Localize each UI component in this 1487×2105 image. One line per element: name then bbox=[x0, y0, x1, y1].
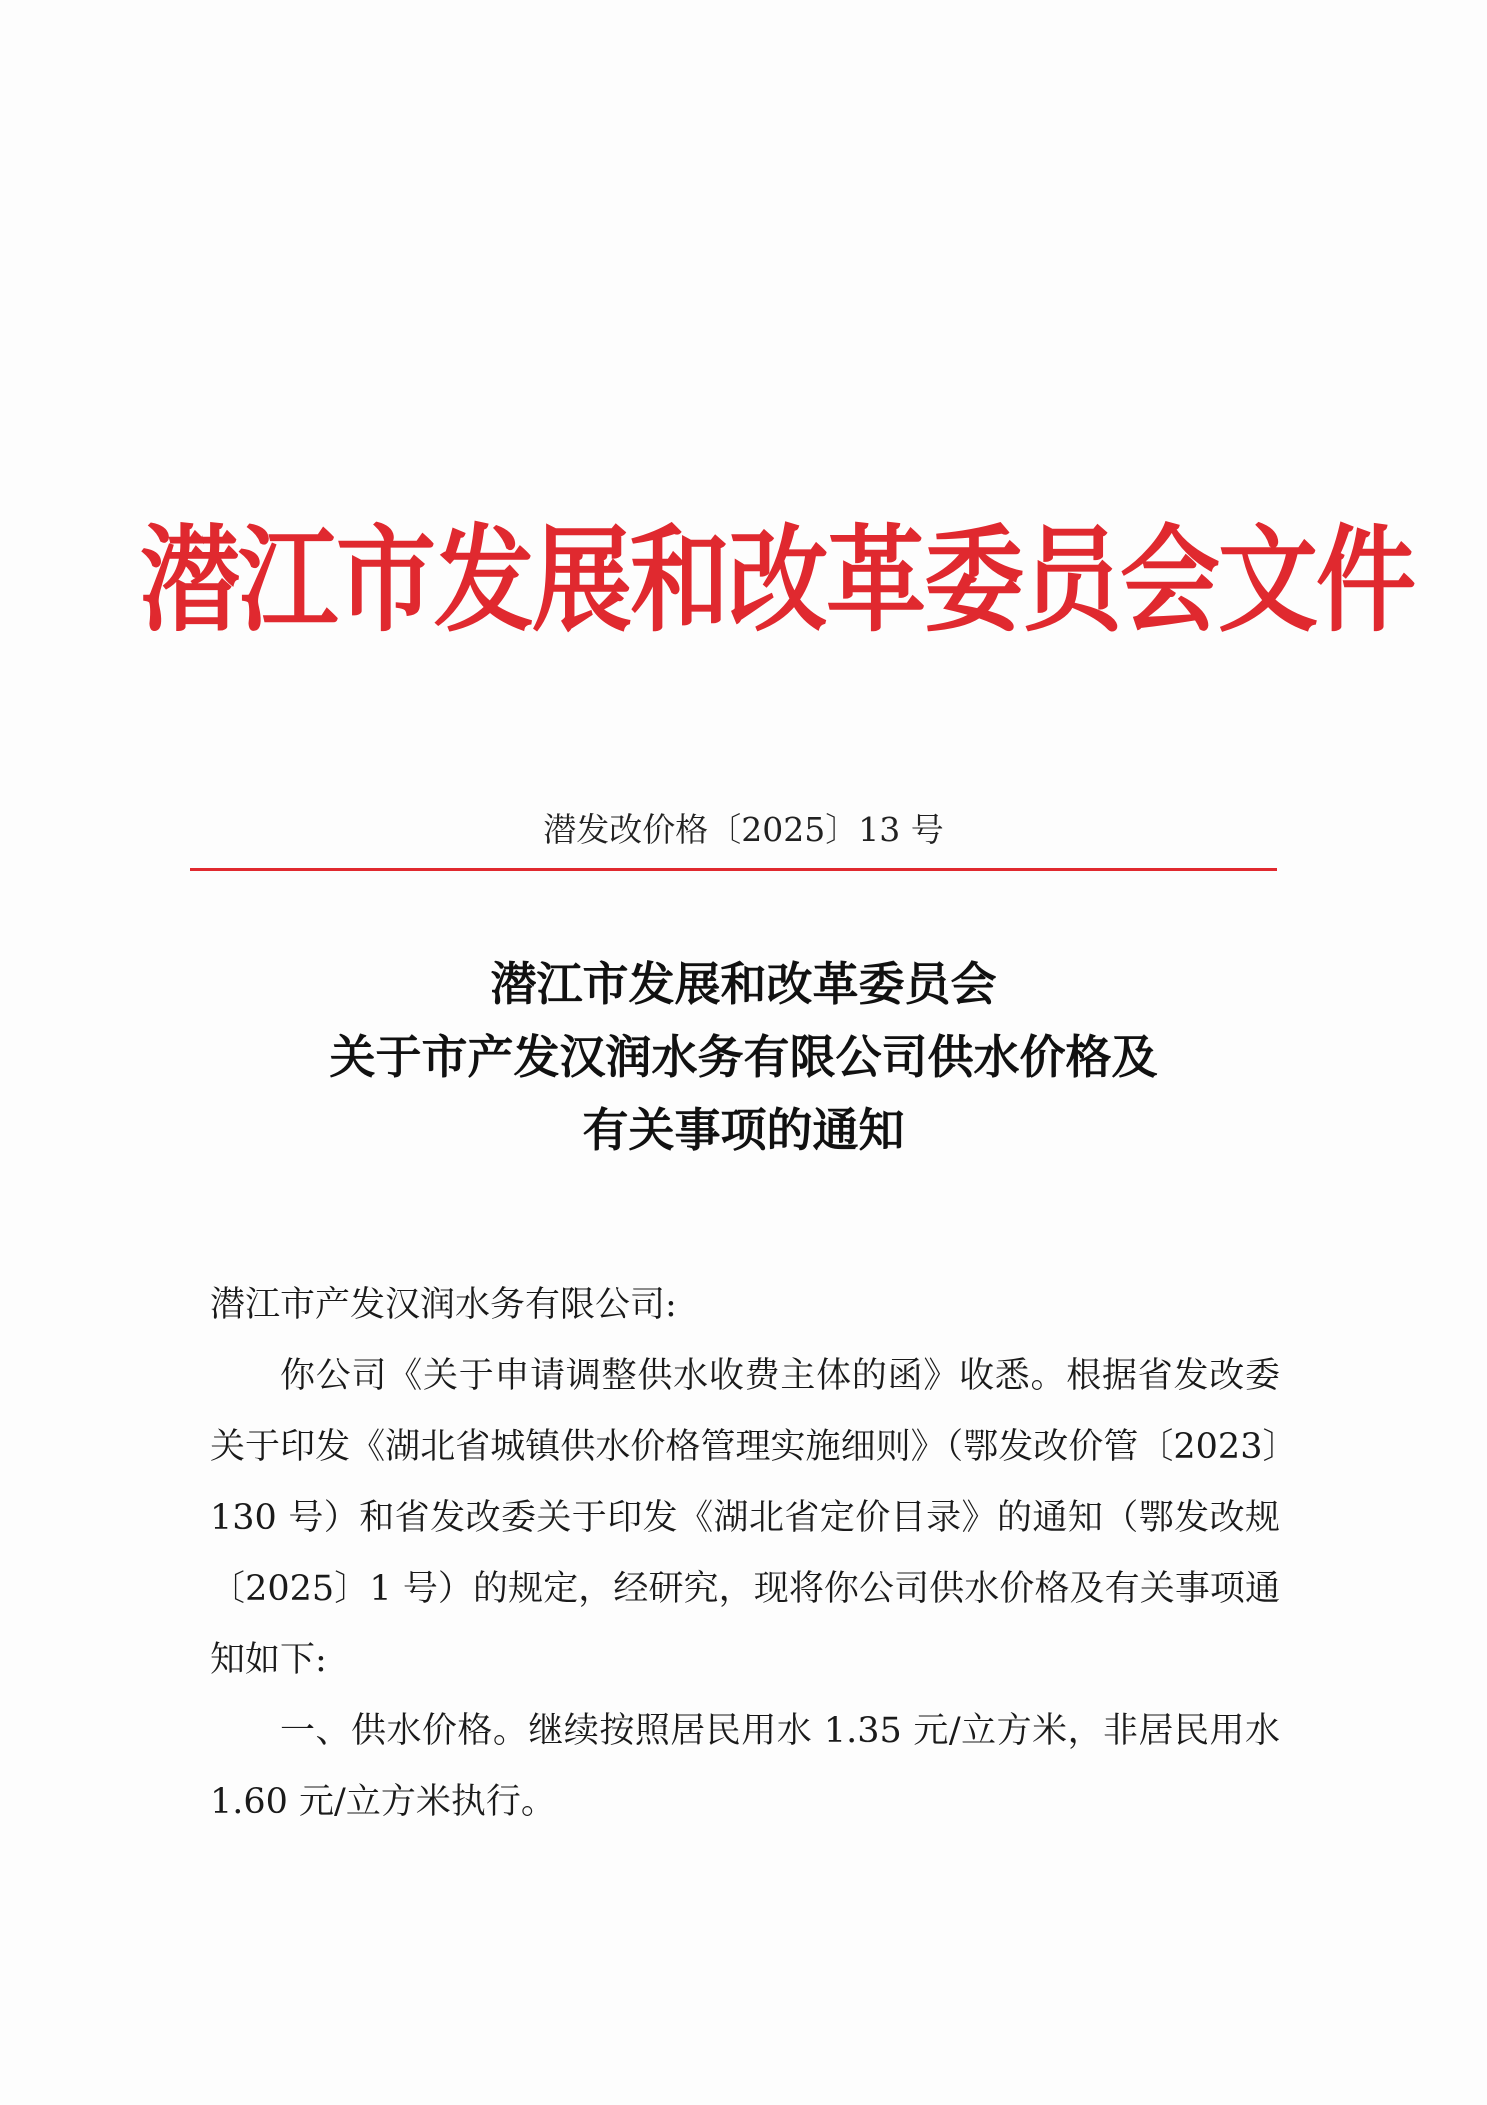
body-paragraph-1: 你公司《关于申请调整供水收费主体的函》收悉。根据省发改委关于印发《湖北省城镇供水价格管理实施细则》（鄂发改价管〔2023〕130 号）和省发改委关于印发《湖北省定价目录》的通知（鄂发改规〔2025〕1 号）的规定，经研究，现将你公司供水价格及有关事项通知如下: bbox=[210, 1356, 1280, 1680]
document-number: 潜发改价格〔2025〕13 号 bbox=[543, 810, 944, 849]
body-paragraph-2: 一、供水价格。继续按照居民用水 1.35 元/立方米，非居民用水 1.60 元/立方米执行。 bbox=[210, 1711, 1280, 1822]
title-line-3: 有关事项的通知 bbox=[582, 1103, 905, 1157]
document-masthead: 潜江市发展和改革委员会文件 bbox=[140, 511, 1414, 648]
title-line-2: 关于市产发汉润水务有限公司供水价格及 bbox=[329, 1030, 1158, 1084]
masthead-divider bbox=[190, 868, 1277, 871]
salutation: 潜江市产发汉润水务有限公司: bbox=[210, 1285, 677, 1325]
title-line-1: 潜江市发展和改革委员会 bbox=[490, 957, 997, 1011]
document-body bbox=[210, 1270, 1280, 1838]
document-title bbox=[0, 948, 1487, 1167]
